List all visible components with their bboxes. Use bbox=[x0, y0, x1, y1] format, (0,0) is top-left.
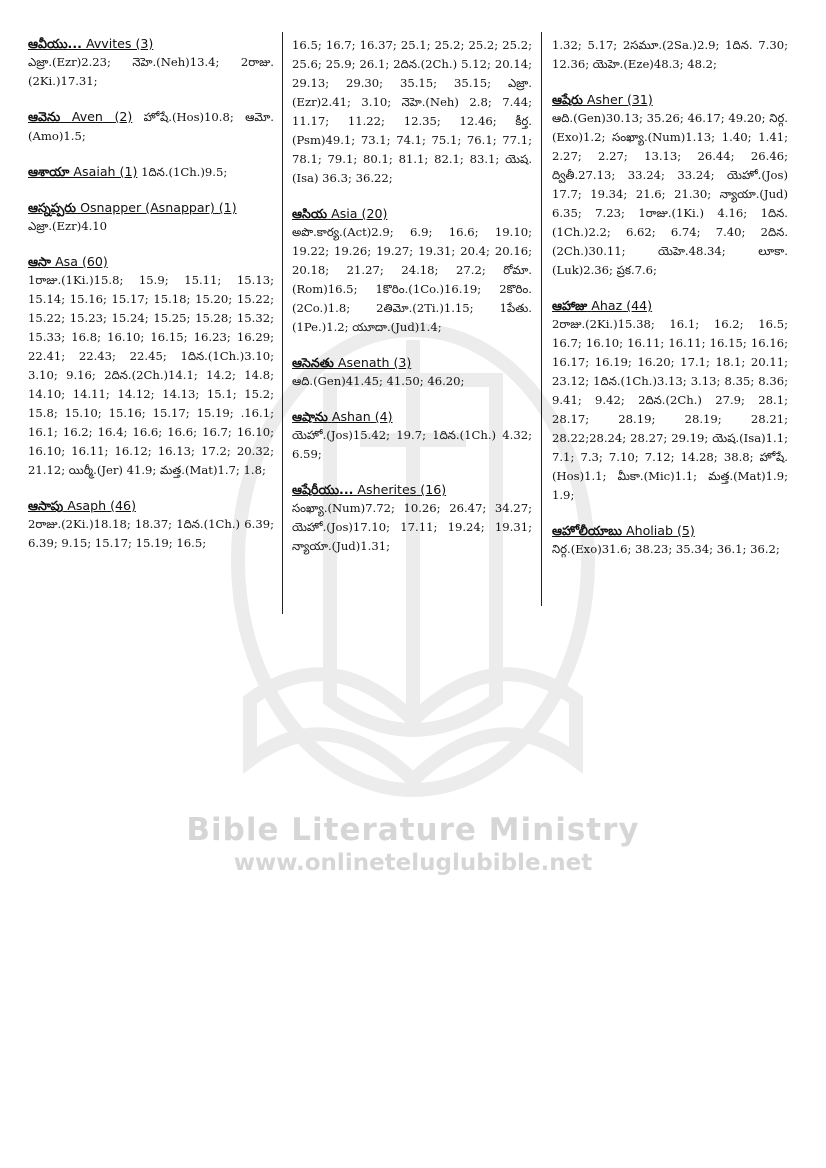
entry-heading: ఆసియ Asia (20) bbox=[292, 206, 388, 221]
entry-references: యెహో.(Jos)15.42; 19.7; 1దిన.(1Ch.) 4.32; 6.59; bbox=[292, 428, 532, 461]
watermark-title: Bible Literature Ministry bbox=[186, 812, 640, 848]
entry-heading: ఆసెనతు Asenath (3) bbox=[292, 355, 412, 370]
entry-references: 1రాజు.(1Ki.)15.8; 15.9; 15.11; 15.13; 15.14; 15.16; 15.17; 15.18; 15.20; 15.22; 15.22; 15.23; 15.24; 15.25; 15.28; 15.32; 15.33; 16.8; 16.10; 16.15; 16.23; 16.29; 22.41; 22.43; 22.45; 1దిన.(1Ch.)3.10; 3.10; 9.16; 2దిన.(2Ch.)14.1; 14.2; 14.8; 14.10; 14.11; 14.12; 14.13; 15.1; 15.2; 15.8; 15.10; 15.16; 15.17; 15.19; .16.1; 16.1; 16.2; 16.4; 16.6; 16.6; 16.7; 16.10; 16.10; 16.11; 16.12; 16.13; 17.2; 20.32; 21.12; యిర్మీ.(Jer) 41.9; మత్త.(Mat)1.7; 1.8; bbox=[28, 273, 274, 477]
index-entry-continued bbox=[552, 36, 788, 74]
column-1 bbox=[28, 34, 274, 569]
index-entry bbox=[552, 296, 788, 505]
index-entry bbox=[28, 496, 274, 553]
index-entry bbox=[28, 107, 274, 146]
entry-references: 1.32; 5.17; 2సమూ.(2Sa.)2.9; 1దిన. 7.30; 12.36; యెహె.(Eze)48.3; 48.2; bbox=[552, 38, 788, 71]
entry-references: ఎజ్రా.(Ezr)4.10 bbox=[28, 219, 108, 233]
entry-heading: ఆహాజు Ahaz (44) bbox=[552, 298, 653, 313]
entry-references: ఆది.(Gen)30.13; 35.26; 46.17; 49.20; నిర్గ.(Exo)1.2; సంఖ్యా.(Num)1.13; 1.40; 1.41; 2.27; 2.27; 13.13; 26.44; 26.46; ద్వితీ.27.13; 33.24; 33.24; యెహో.(Jos) 17.7; 19.34; 21.6; 21.30; న్యాయా.(Jud) 6.35; 7.23; 1రాజు.(1Ki.) 4.16; 1దిన.(1Ch.)2.2; 6.62; 6.74; 7.40; 2దిన.(2Ch.)30.11; యెహె.48.34; లూకా.(Luk)2.36; ప్రక.7.6; bbox=[552, 111, 788, 277]
index-entry bbox=[552, 90, 788, 280]
entry-heading: ఆశాయా Asaiah (1) bbox=[28, 164, 138, 179]
entry-references: 2రాజు.(2Ki.)18.18; 18.37; 1దిన.(1Ch.) 6.39; 6.39; 9.15; 15.17; 15.19; 16.5; bbox=[28, 517, 274, 550]
index-entry bbox=[552, 521, 788, 559]
index-entry bbox=[292, 407, 532, 464]
entry-heading: ఆషేరు Asher (31) bbox=[552, 92, 653, 107]
entry-heading: ఆషేరీయు... Asherites (16) bbox=[292, 482, 447, 497]
column-divider bbox=[541, 32, 542, 606]
entry-heading: ఆసాపు Asaph (46) bbox=[28, 498, 136, 513]
entry-references: నిర్గ.(Exo)31.6; 38.23; 35.34; 36.1; 36.2; bbox=[552, 542, 780, 556]
entry-references: ఆశాయా Asaiah (1) 1దిన.(1Ch.)9.5; bbox=[28, 164, 228, 179]
entry-heading: ఆస్నప్పరు Osnapper (Asnappar) (1) bbox=[28, 200, 237, 215]
watermark-url: www.onlineteluglubible.net bbox=[233, 850, 593, 876]
entry-heading: ఆషాను Ashan (4) bbox=[292, 409, 393, 424]
column-3 bbox=[552, 36, 788, 575]
entry-references: ఎజ్రా.(Ezr)2.23; నెహె.(Neh)13.4; 2రాజు.(2Ki.)17.31; bbox=[28, 55, 274, 88]
column-2 bbox=[292, 36, 532, 572]
index-entry-continued bbox=[292, 36, 532, 188]
index-entry bbox=[28, 34, 274, 91]
index-entry bbox=[292, 353, 532, 391]
entry-references: సంఖ్యా.(Num)7.72; 10.26; 26.47; 34.27; యెహో.(Jos)17.10; 17.11; 19.24; 19.31; న్యాయా.(Jud)1.31; bbox=[292, 501, 532, 553]
entry-heading: ఆవీయు... Avvites (3) bbox=[28, 36, 154, 51]
entry-heading: ఆవెను Aven (2) bbox=[28, 109, 133, 124]
entry-references: అపొ.కార్య.(Act)2.9; 6.9; 16.6; 19.10; 19.22; 19.26; 19.27; 19.31; 20.4; 20.16; 20.18; 21.27; 24.18; 27.2; రోమా.(Rom)16.5; 1కొరిం.(1Co.)16.19; 2కొరిం.(2Co.)1.8; 2తిమో.(2Ti.)1.15; 1పేతు.(1Pe.)1.2; యూదా.(Jud)1.4; bbox=[292, 225, 532, 334]
index-entry bbox=[28, 162, 274, 182]
index-entry bbox=[292, 204, 532, 337]
entry-references: ఆది.(Gen)41.45; 41.50; 46.20; bbox=[292, 374, 465, 388]
entry-references: 2రాజు.(2Ki.)15.38; 16.1; 16.2; 16.5; 16.7; 16.10; 16.11; 16.11; 16.15; 16.16; 16.17; 16.19; 16.20; 17.1; 18.1; 20.11; 23.12; 1దిన.(1Ch.)3.13; 3.13; 8.35; 8.36; 9.41; 9.42; 2దిన.(2Ch.) 27.9; 28.1; 28.17; 28.19; 28.19; 28.21; 28.22;28.24; 28.27; 29.19; యెష.(Isa)1.1; 7.1; 7.3; 7.10; 7.12; 14.28; 38.8; హోషే.(Hos)1.1; మీకా.(Mic)1.1; మత్త.(Mat)1.9; 1.9; bbox=[552, 317, 788, 502]
index-entry bbox=[28, 198, 274, 236]
entry-references: ఆవెను Aven (2) హోషే.(Hos)10.8; ఆమో.(Amo)1.5; bbox=[28, 109, 274, 143]
entry-heading: ఆసా Asa (60) bbox=[28, 254, 108, 269]
column-divider bbox=[282, 32, 283, 614]
entry-references: 16.5; 16.7; 16.37; 25.1; 25.2; 25.2; 25.2; 25.6; 25.9; 26.1; 2దిన.(2Ch.) 5.12; 20.14; 29.13; 29.30; 35.15; 35.15; ఎజ్రా.(Ezr)2.41; 3.10; నెహె.(Neh) 2.8; 7.44; 11.17; 11.22; 12.35; 12.46; కీర్త.(Psm)49.1; 73.1; 74.1; 75.1; 76.1; 77.1; 78.1; 79.1; 80.1; 81.1; 82.1; 83.1; యెష.(Isa) 36.3; 36.22; bbox=[292, 38, 532, 185]
index-entry bbox=[292, 480, 532, 556]
index-entry bbox=[28, 252, 274, 480]
entry-heading: ఆహోలీయాబు Aholiab (5) bbox=[552, 523, 695, 538]
